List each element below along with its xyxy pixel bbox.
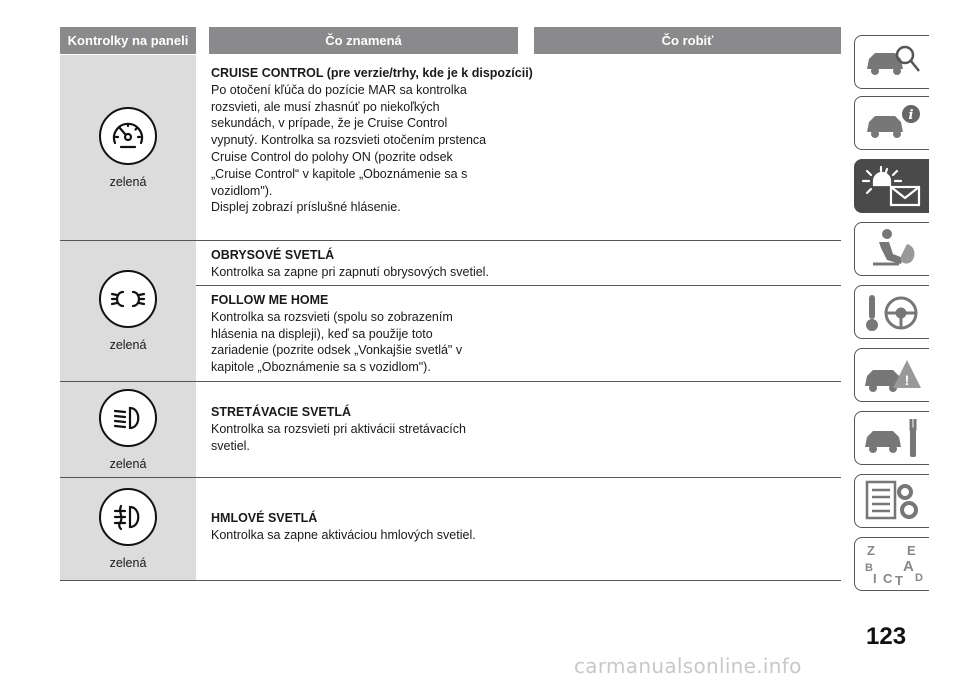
description-dipped-beam xyxy=(211,404,541,454)
tab-index[interactable] xyxy=(854,537,929,591)
alphabet-index-icon xyxy=(859,541,925,587)
car-info-icon xyxy=(859,100,925,146)
index-letter: A xyxy=(903,558,914,575)
index-letter: T xyxy=(895,573,903,587)
airbag-seat-icon xyxy=(859,226,925,272)
page-number: 123 xyxy=(866,623,907,650)
index-letter: I xyxy=(873,571,877,586)
entry-line: Kontrolka sa rozsvieti pri aktivácii stretávacích xyxy=(211,421,466,436)
description-follow-me-home xyxy=(211,292,541,376)
tab-car-search[interactable] xyxy=(854,35,929,89)
entry-line: svetiel. xyxy=(211,438,250,453)
lamp-cell-fog-lights xyxy=(60,478,196,580)
entry-line: Displej zobrazí príslušné hlásenie. xyxy=(211,200,401,215)
index-letter: B xyxy=(865,562,873,574)
entry-line: sekundách, v prípade, že je Cruise Control xyxy=(211,116,448,131)
car-search-icon xyxy=(859,39,925,85)
side-lights-icon xyxy=(99,270,157,328)
svg-text:i: i xyxy=(908,108,914,123)
entry-title: OBRYSOVÉ SVETLÁ xyxy=(211,248,335,262)
entry-line: kapitole „Oboznámenie sa s vozidlom"). xyxy=(211,360,431,375)
entry-title: STRETÁVACIE SVETLÁ xyxy=(211,405,352,419)
entry-title: CRUISE CONTROL (pre verzie/trhy, kde je k dispozícii) xyxy=(211,66,533,80)
entry-line: vypnutý. Kontrolka sa rozsvieti otočením prstenca xyxy=(211,133,487,148)
tab-safety[interactable] xyxy=(854,222,929,276)
index-letter: D xyxy=(915,572,923,584)
car-wrench-icon xyxy=(859,415,925,461)
watermark-text: carmanualsonline.info xyxy=(574,654,802,678)
header-action: Čo robiť xyxy=(534,27,841,54)
header-meaning: Čo znamená xyxy=(209,27,518,54)
lamp-cell-side-lights xyxy=(60,241,196,381)
tab-starting-driving[interactable] xyxy=(854,285,929,339)
entry-line: rozsvieti, ale musí zhasnúť po niekoľkých xyxy=(211,99,440,114)
index-letter: E xyxy=(907,543,916,558)
fog-lights-icon xyxy=(99,488,157,546)
warning-light-message-icon xyxy=(859,163,925,209)
entry-line: „Cruise Control“ v kapitole „Oboznámenie sa s xyxy=(211,166,468,181)
lamp-color-label: zelená xyxy=(109,456,147,471)
header-warning-lights: Kontrolky na paneli xyxy=(60,27,196,54)
list-gears-icon xyxy=(859,478,925,524)
entry-line: Po otočení kľúča do pozície MAR sa kontrolka xyxy=(211,82,467,97)
svg-text:!: ! xyxy=(904,372,910,388)
entry-title: FOLLOW ME HOME xyxy=(211,293,329,307)
entry-line: hlásenia na displeji), keď sa použije toto xyxy=(211,326,433,341)
lamp-color-label: zelená xyxy=(109,174,147,189)
table-bottom-rule xyxy=(60,580,841,581)
car-warning-icon xyxy=(859,352,925,398)
entry-line: zariadenie (pozrite odsek „Vonkajšie svetlá" v xyxy=(211,343,463,358)
lamp-cell-dipped-beam xyxy=(60,382,196,477)
entry-line: Kontrolka sa rozsvieti (spolu so zobrazením xyxy=(211,309,453,324)
tab-car-info[interactable] xyxy=(854,96,929,150)
entry-line: Cruise Control do polohy ON (pozrite odsek xyxy=(211,149,453,164)
description-fog-lights xyxy=(211,510,541,544)
dipped-beam-icon xyxy=(99,389,157,447)
tab-technical-data[interactable] xyxy=(854,474,929,528)
description-cruise-control xyxy=(211,65,541,216)
tab-emergency[interactable] xyxy=(854,348,929,402)
lamp-color-label: zelená xyxy=(109,556,147,570)
cruise-control-icon xyxy=(99,107,157,165)
index-letter: C xyxy=(883,571,893,586)
entry-title: HMLOVÉ SVETLÁ xyxy=(211,511,318,525)
description-side-lights xyxy=(211,247,541,281)
tab-maintenance[interactable] xyxy=(854,411,929,465)
lamp-color-label: zelená xyxy=(109,338,147,352)
entry-line: vozidlom"). xyxy=(211,183,273,198)
key-steering-wheel-icon xyxy=(859,289,925,335)
lamp-cell-cruise xyxy=(60,55,196,240)
entry-line: Kontrolka sa zapne pri zapnutí obrysových svetiel. xyxy=(211,264,489,279)
tab-warning-lights[interactable] xyxy=(854,159,929,213)
index-letter: Z xyxy=(867,543,875,558)
entry-divider xyxy=(196,285,841,286)
entry-line: Kontrolka sa zapne aktiváciou hmlových svetiel. xyxy=(211,527,476,542)
